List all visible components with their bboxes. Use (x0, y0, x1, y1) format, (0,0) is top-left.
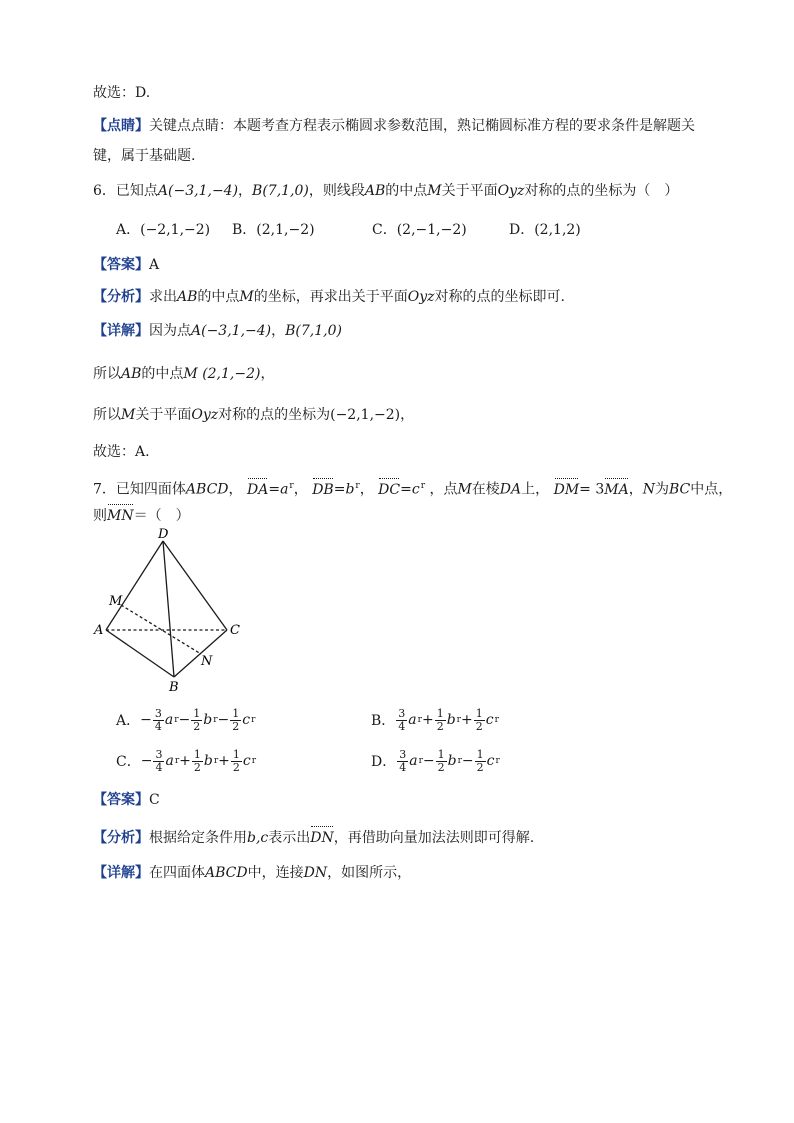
q6-analysis: 【分析】求出AB的中点M的坐标，再求出关于平面Oyz对称的点的坐标即可. (93, 289, 565, 305)
q7-analysis: 【分析】根据给定条件用b,c表示出DN，再借助向量加法法则即可得解. (93, 830, 535, 846)
label-m: M (109, 594, 123, 609)
prev-conclusion: 故选：D. (93, 85, 151, 101)
q6-choice-c: C．(2,−1,−2) (372, 222, 467, 238)
question-7-ask: 则MN＝（ ） (93, 508, 190, 524)
q7-detail: 【详解】在四面体ABCD中，连接DN，如图所示， (93, 865, 412, 881)
q7-option-b: B． $\frac{3}{4}$ a r + $\frac{1}{2}$ b r + $\frac{1}{2}$ c r (371, 706, 499, 733)
key-point-tag: 【点睛】 (93, 118, 149, 134)
question-6-stem: 6．已知点A(−3,1,−4)，B(7,1,0)，则线段AB的中点M关于平面Oyz对称的点的坐标为（ ） (93, 183, 679, 199)
q7-option-a: A． − $\frac{3}{4}$ a r − $\frac{1}{2}$ b r − $\frac{1}{2}$ c r (116, 706, 256, 733)
q6-final: 故选：A. (93, 444, 150, 460)
q7-option-c: C． − $\frac{3}{4}$ a r + $\frac{1}{2}$ b r + $\frac{1}{2}$ c r (116, 747, 257, 774)
edge-dc (163, 541, 227, 630)
label-c: C (230, 623, 240, 638)
q6-detail-symmetric: 所以M关于平面Oyz对称的点的坐标为(−2,1,−2)， (93, 407, 415, 423)
key-point-line-2: 键，属于基础题. (93, 148, 196, 164)
q6-answer: 【答案】A (93, 257, 160, 273)
q6-choice-a: A．(−2,1,−2) (116, 222, 211, 238)
edge-da (106, 541, 163, 630)
q6-choice-d: D．(2,1,2) (509, 222, 581, 238)
tetrahedron-figure (88, 528, 258, 698)
q6-choice-b: B．(2,1,−2) (232, 222, 315, 238)
q7-option-d: D． $\frac{3}{4}$ a r − $\frac{1}{2}$ b r − $\frac{1}{2}$ c r (371, 747, 500, 774)
label-a: A (94, 623, 104, 638)
label-b: B (169, 680, 179, 695)
question-7-stem: 7．已知四面体ABCD， $DA=a^r$， $DB=b^r$， $DC=c^r$ ，点M在棱DA上， DM= 3MA，N为BC中点， (93, 481, 733, 498)
q6-detail-midpoint: 所以AB的中点M (2,1,−2)， (93, 366, 275, 382)
q6-detail: 【详解】因为点A(−3,1,−4)，B(7,1,0) (93, 323, 342, 339)
key-point-line: 【点睛】关键点点睛：本题考查方程表示椭圆求参数范围，熟记椭圆标准方程的要求条件是解题关 (93, 118, 695, 134)
edge-db (163, 541, 174, 677)
label-n: N (201, 654, 213, 669)
label-d: D (158, 528, 169, 542)
q7-answer: 【答案】C (93, 792, 160, 808)
edge-ab (106, 630, 174, 677)
